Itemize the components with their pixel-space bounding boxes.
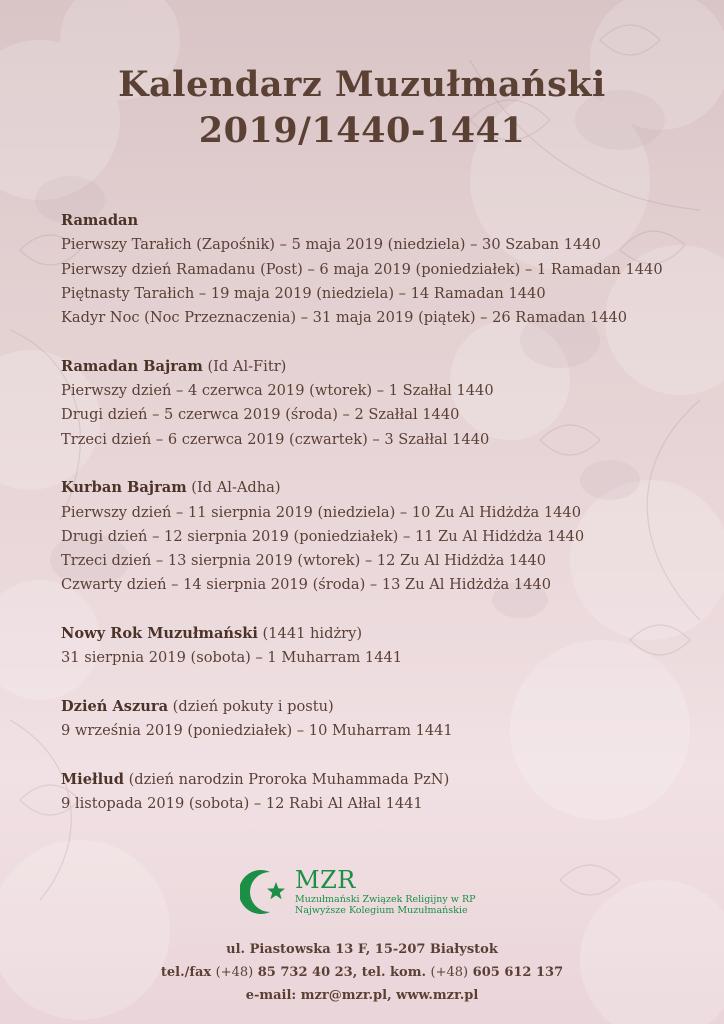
calendar-line: Trzeci dzień – 13 sierpnia 2019 (wtorek) – 12 Zu Al Hidżdża 1440 xyxy=(61,552,547,570)
address-street: ul. Piastowska 13 F, 15-207 Białystok xyxy=(226,942,498,957)
contact-address xyxy=(0,938,724,1007)
logo-subtitle xyxy=(295,894,476,916)
title-line-2: 2019/1440-1441 xyxy=(198,110,526,151)
address-phone: tel./fax (+48) 85 732 40 23, tel. kom. (+48) 605 612 137 xyxy=(160,965,564,980)
calendar-line: Drugi dzień – 5 czerwca 2019 (środa) – 2 Szałłal 1440 xyxy=(61,406,460,424)
logo-subtitle-line-1: Muzułmański Związek Religijny w RP xyxy=(295,894,476,905)
mzr-logo xyxy=(240,868,540,918)
section-kurban-bajram xyxy=(61,476,701,597)
section-subheading: (1441 hidżry) xyxy=(257,625,363,643)
section-nowy-rok xyxy=(61,622,701,671)
title-line-1: Kalendarz Muzułmański xyxy=(118,64,606,105)
address-email: e-mail: mzr@mzr.pl, www.mzr.pl xyxy=(245,988,479,1003)
calendar-line: Czwarty dzień – 14 sierpnia 2019 (środa) – 13 Zu Al Hidżdża 1440 xyxy=(61,576,552,594)
section-subheading: (Id Al-Adha) xyxy=(186,479,281,497)
section-subheading: (dzień pokuty i postu) xyxy=(168,697,334,715)
page-title xyxy=(0,62,724,154)
section-heading: Kurban Bajram xyxy=(61,479,187,497)
section-miellud xyxy=(61,768,701,817)
section-heading: Dzień Aszura xyxy=(61,697,169,715)
calendar-line: Piętnasty Tarałich – 19 maja 2019 (niedziela) – 14 Ramadan 1440 xyxy=(61,284,546,302)
calendar-line: Pierwszy dzień – 11 sierpnia 2019 (niedziela) – 10 Zu Al Hidżdża 1440 xyxy=(61,503,582,521)
section-ramadan xyxy=(61,209,701,330)
calendar-line: Pierwszy Tarałich (Zapośnik) – 5 maja 2019 (niedziela) – 30 Szaban 1440 xyxy=(61,236,601,254)
section-subheading: (Id Al-Fitr) xyxy=(202,357,287,375)
section-ramadan-bajram xyxy=(61,355,701,452)
calendar-line: Drugi dzień – 12 sierpnia 2019 (poniedziałek) – 11 Zu Al Hidżdża 1440 xyxy=(61,527,585,545)
logo-subtitle-line-2: Najwyższe Kolegium Muzułmańskie xyxy=(295,905,468,916)
calendar-line: Pierwszy dzień – 4 czerwca 2019 (wtorek) – 1 Szałłal 1440 xyxy=(61,382,494,400)
section-subheading: (dzień narodzin Proroka Muhammada PzN) xyxy=(123,770,450,788)
calendar-line: 31 sierpnia 2019 (sobota) – 1 Muharram 1441 xyxy=(61,649,403,667)
calendar-line: 9 września 2019 (poniedziałek) – 10 Muharram 1441 xyxy=(61,722,453,740)
calendar-content xyxy=(61,209,701,841)
section-heading: Ramadan Bajram xyxy=(61,357,203,375)
calendar-line: Trzeci dzień – 6 czerwca 2019 (czwartek) – 3 Szałłal 1440 xyxy=(61,430,490,448)
section-heading: Miełlud xyxy=(61,770,124,788)
logo-name: MZR xyxy=(295,866,356,894)
section-heading: Nowy Rok Muzułmański xyxy=(61,625,258,643)
section-heading: Ramadan xyxy=(61,212,139,229)
calendar-line: Kadyr Noc (Noc Przeznaczenia) – 31 maja 2019 (piątek) – 26 Ramadan 1440 xyxy=(61,309,628,327)
calendar-line: 9 listopada 2019 (sobota) – 12 Rabi Al Ałłal 1441 xyxy=(61,795,423,813)
section-dzien-aszura xyxy=(61,695,701,744)
crescent-star-icon xyxy=(240,868,292,916)
calendar-line: Pierwszy dzień Ramadanu (Post) – 6 maja 2019 (poniedziałek) – 1 Ramadan 1440 xyxy=(61,260,663,278)
